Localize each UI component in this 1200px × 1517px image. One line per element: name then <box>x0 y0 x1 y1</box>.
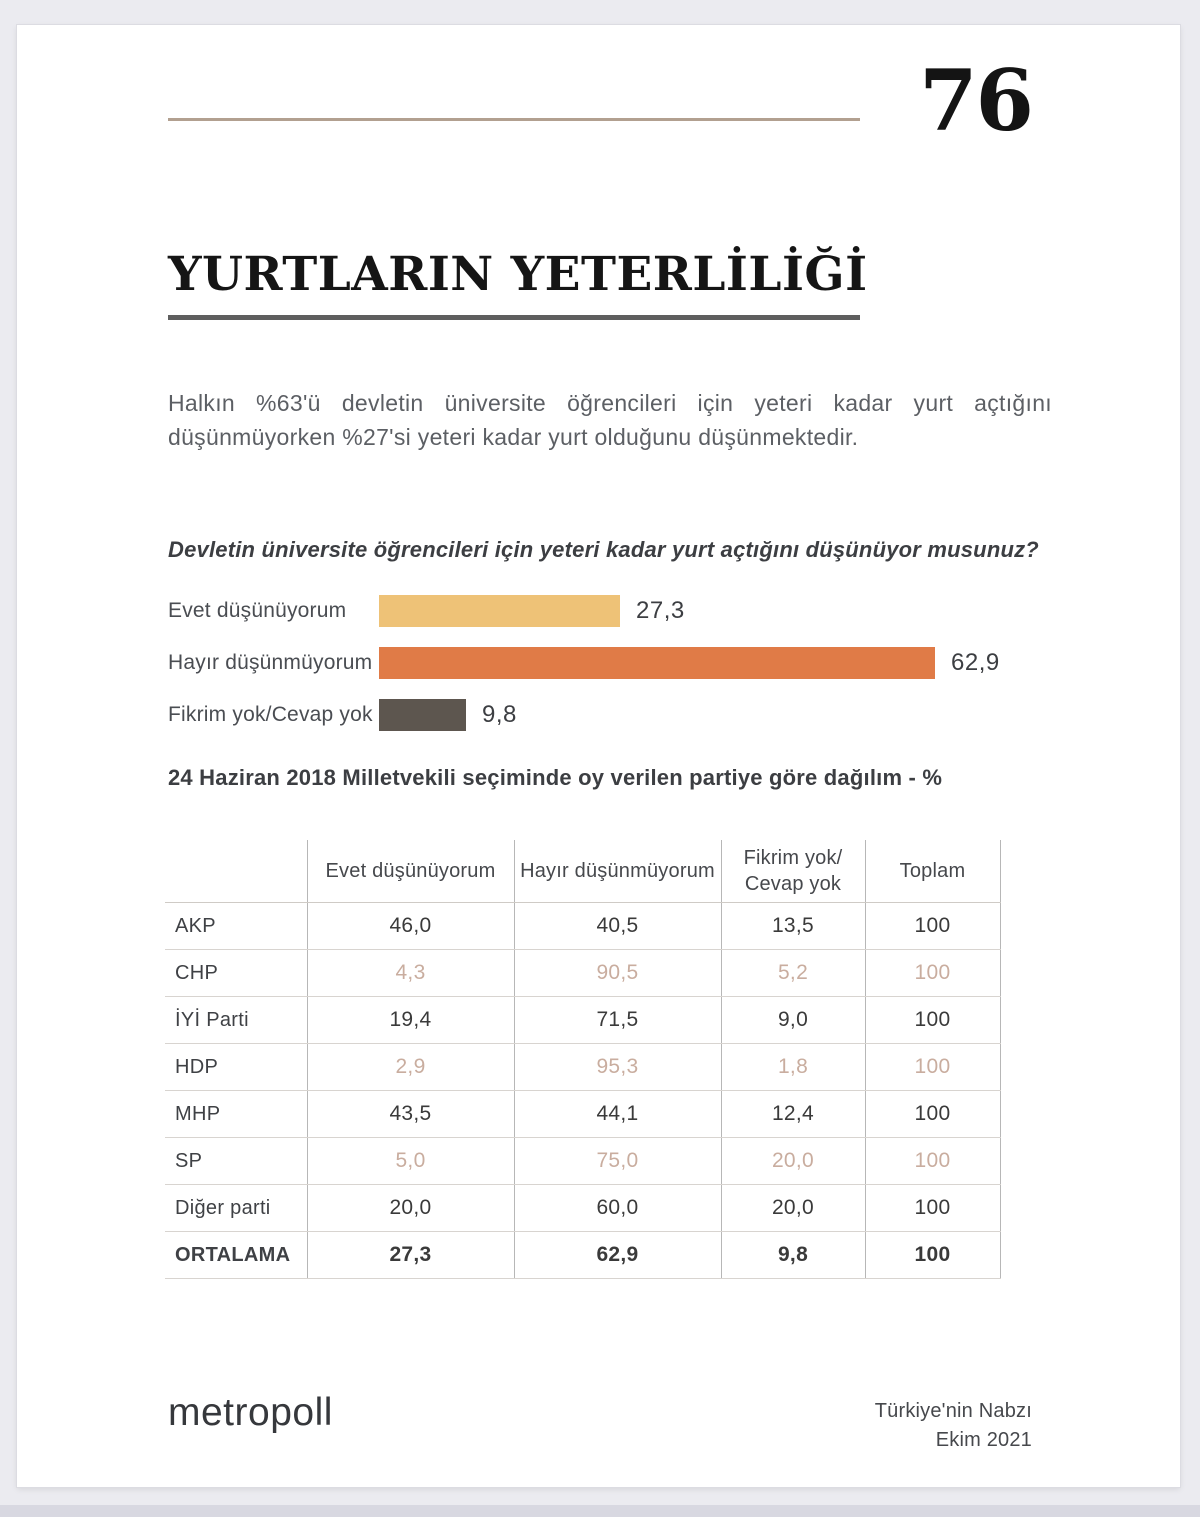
table-row <box>165 1138 1000 1185</box>
table-row <box>165 1091 1000 1138</box>
value-cell: 100 <box>865 1091 1000 1138</box>
value-cell: 9,8 <box>721 1232 865 1279</box>
value-cell: 27,3 <box>307 1232 514 1279</box>
footer-publication-date: Ekim 2021 <box>935 1429 1032 1451</box>
chart-category-label: Hayır düşünmüyorum <box>168 651 373 674</box>
value-cell: 62,9 <box>514 1232 721 1279</box>
value-cell: 100 <box>865 950 1000 997</box>
party-cell: SP <box>165 1138 307 1185</box>
chart-bar <box>379 595 620 627</box>
value-cell: 75,0 <box>514 1138 721 1185</box>
page-title: YURTLARIN YETERLİLİĞİ <box>168 249 860 320</box>
value-cell: 95,3 <box>514 1044 721 1091</box>
chart-bar <box>379 647 935 679</box>
party-cell: ORTALAMA <box>165 1232 307 1279</box>
report-page <box>17 25 1180 1487</box>
table-row <box>165 950 1000 997</box>
chart-category-label: Fikrim yok/Cevap yok <box>168 703 373 726</box>
value-cell: 100 <box>865 1185 1000 1232</box>
metropoll-logo: metropoll <box>168 1391 333 1434</box>
value-cell: 71,5 <box>514 997 721 1044</box>
chart-bar <box>379 699 466 731</box>
header-cell: Hayır düşünmüyorum <box>514 840 721 903</box>
header-cell: Evet düşünüyorum <box>307 840 514 903</box>
header-cell: Toplam <box>865 840 1000 903</box>
value-cell: 5,2 <box>721 950 865 997</box>
value-cell: 20,0 <box>721 1138 865 1185</box>
value-cell: 9,0 <box>721 997 865 1044</box>
value-cell: 12,4 <box>721 1091 865 1138</box>
results-table <box>165 840 1001 1279</box>
page-number: 76 <box>919 51 1032 150</box>
value-cell: 5,0 <box>307 1138 514 1185</box>
value-cell: 100 <box>865 903 1000 950</box>
value-cell: 20,0 <box>721 1185 865 1232</box>
value-cell: 60,0 <box>514 1185 721 1232</box>
party-cell: AKP <box>165 903 307 950</box>
table-header-row <box>165 840 1000 903</box>
chart-value-label: 9,8 <box>482 701 517 728</box>
table-row <box>165 1232 1000 1279</box>
value-cell: 19,4 <box>307 997 514 1044</box>
value-cell: 100 <box>865 1044 1000 1091</box>
value-cell: 43,5 <box>307 1091 514 1138</box>
table-row <box>165 997 1000 1044</box>
value-cell: 44,1 <box>514 1091 721 1138</box>
table-row <box>165 1044 1000 1091</box>
page-bottom-strip <box>0 1505 1200 1517</box>
party-cell: İYİ Parti <box>165 997 307 1044</box>
value-cell: 90,5 <box>514 950 721 997</box>
value-cell: 4,3 <box>307 950 514 997</box>
footer-publication <box>875 1397 1032 1455</box>
value-cell: 2,9 <box>307 1044 514 1091</box>
party-cell: MHP <box>165 1091 307 1138</box>
value-cell: 20,0 <box>307 1185 514 1232</box>
table-title: 24 Haziran 2018 Milletvekili seçiminde oy verilen partiye göre dağılım - % <box>168 765 943 790</box>
chart-value-label: 27,3 <box>636 597 685 624</box>
value-cell: 40,5 <box>514 903 721 950</box>
chart-row <box>168 699 517 731</box>
chart-category-label: Evet düşünüyorum <box>168 599 347 622</box>
value-cell: 100 <box>865 997 1000 1044</box>
footer-publication-name: Türkiye'nin Nabzı <box>874 1400 1032 1422</box>
party-cell: Diğer parti <box>165 1185 307 1232</box>
survey-question: Devletin üniversite öğrencileri için yeteri kadar yurt açtığını düşünüyor musunuz? <box>168 537 1039 562</box>
value-cell: 46,0 <box>307 903 514 950</box>
intro-paragraph: Halkın %63'ü devletin üniversite öğrencileri için yeteri kadar yurt açtığını düşünmüyorken %27'si yeteri kadar yurt olduğunu düşünmektedir. <box>168 390 1052 450</box>
value-cell: 100 <box>865 1138 1000 1185</box>
party-cell: CHP <box>165 950 307 997</box>
value-cell: 100 <box>865 1232 1000 1279</box>
header-rule <box>168 118 860 121</box>
table-header-row <box>165 840 1000 903</box>
table-body <box>165 903 1000 1279</box>
table-row <box>165 903 1000 950</box>
chart-value-label: 62,9 <box>951 649 1000 676</box>
value-cell: 1,8 <box>721 1044 865 1091</box>
header-cell <box>165 840 307 903</box>
table-row <box>165 1185 1000 1232</box>
header-cell: Fikrim yok/ Cevap yok <box>721 840 865 903</box>
party-cell: HDP <box>165 1044 307 1091</box>
chart-row <box>168 647 1000 679</box>
value-cell: 13,5 <box>721 903 865 950</box>
chart-row <box>168 595 685 627</box>
